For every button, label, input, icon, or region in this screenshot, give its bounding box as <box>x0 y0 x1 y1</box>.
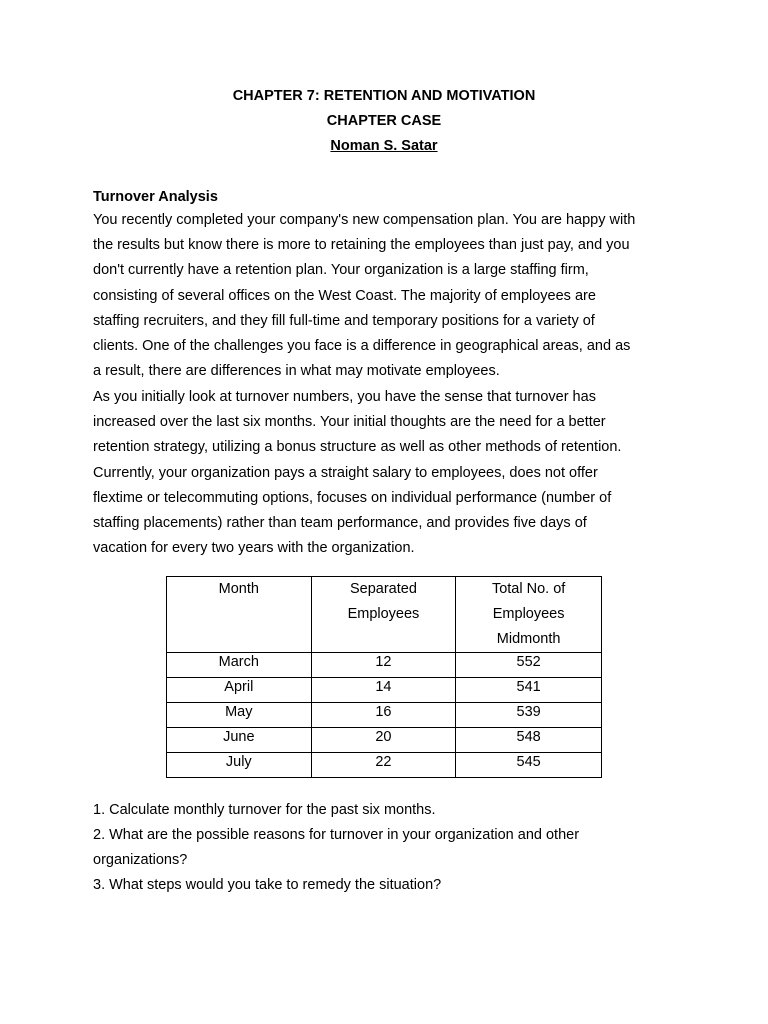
separated-cell: 14 <box>311 678 456 703</box>
question-item: 2. What are the possible reasons for turnover in your organization and other <box>93 827 580 843</box>
author-name <box>0 137 768 155</box>
total-cell: 552 <box>456 653 602 678</box>
author-link: Noman S. Satar <box>330 138 438 154</box>
total-cell: 545 <box>456 753 602 778</box>
paragraph-1 <box>93 208 683 384</box>
header-line: Total No. of <box>491 581 566 597</box>
separated-cell: 22 <box>311 753 456 778</box>
separated-cell: 12 <box>311 653 456 678</box>
paragraph-line: don't currently have a retention plan. Your organization is a large staffing firm, <box>93 262 589 279</box>
paragraph-line: clients. One of the challenges you face is a difference in geographical areas, and as <box>93 338 631 355</box>
table-row <box>167 728 602 753</box>
table-row <box>167 653 602 678</box>
header-separated-employees <box>311 577 456 653</box>
paragraph-line: retention strategy, utilizing a bonus structure as well as other methods of retention. <box>93 439 622 456</box>
header-line: Employees <box>347 606 420 622</box>
paragraph-2 <box>93 385 683 561</box>
total-cell: 548 <box>456 728 602 753</box>
questions-list <box>93 798 683 898</box>
header-line: Month <box>218 581 259 597</box>
section-title: Turnover Analysis <box>93 189 218 205</box>
total-cell: 539 <box>456 703 602 728</box>
paragraph-line: consisting of several offices on the West Coast. The majority of employees are <box>93 287 596 304</box>
table-row <box>167 678 602 703</box>
question-item: 3. What steps would you take to remedy the situation? <box>93 877 442 893</box>
turnover-table <box>166 576 602 778</box>
paragraph-line: You recently completed your company's new compensation plan. You are happy with <box>93 212 636 228</box>
table-row <box>167 753 602 778</box>
month-cell: May <box>167 703 312 728</box>
table-row <box>167 703 602 728</box>
paragraph-line: staffing recruiters, and they fill full-time and temporary positions for a variety of <box>93 312 595 329</box>
paragraph-line: Currently, your organization pays a straight salary to employees, does not offer <box>93 464 598 481</box>
total-cell: 541 <box>456 678 602 703</box>
paragraph-line: increased over the last six months. Your initial thoughts are the need for a better <box>93 414 606 431</box>
paragraph-line: vacation for every two years with the organization. <box>93 540 415 557</box>
header-month <box>167 577 312 653</box>
month-cell: March <box>167 653 312 678</box>
paragraph-line: flextime or telecommuting options, focuses on individual performance (number of <box>93 489 612 506</box>
question-item-continuation: organizations? <box>93 852 188 868</box>
header-line: Employees <box>492 606 565 622</box>
header-total-employees-midmonth <box>456 577 602 653</box>
header-line: Midmonth <box>496 631 561 647</box>
paragraph-line: the results but know there is more to retaining the employees than just pay, and you <box>93 237 630 254</box>
month-cell: June <box>167 728 312 753</box>
case-label: CHAPTER CASE <box>326 113 442 129</box>
paragraph-line: a result, there are differences in what may motivate employees. <box>93 363 500 380</box>
chapter-title: CHAPTER 7: RETENTION AND MOTIVATION <box>232 88 536 104</box>
question-item: 1. Calculate monthly turnover for the past six months. <box>93 802 436 818</box>
month-cell: July <box>167 753 312 778</box>
separated-cell: 16 <box>311 703 456 728</box>
paragraph-line: As you initially look at turnover numbers, you have the sense that turnover has <box>93 389 596 405</box>
paragraph-line: staffing placements) rather than team performance, and provides five days of <box>93 515 587 532</box>
month-cell: April <box>167 678 312 703</box>
table-header-row <box>167 577 602 653</box>
separated-cell: 20 <box>311 728 456 753</box>
header-line: Separated <box>349 581 417 597</box>
